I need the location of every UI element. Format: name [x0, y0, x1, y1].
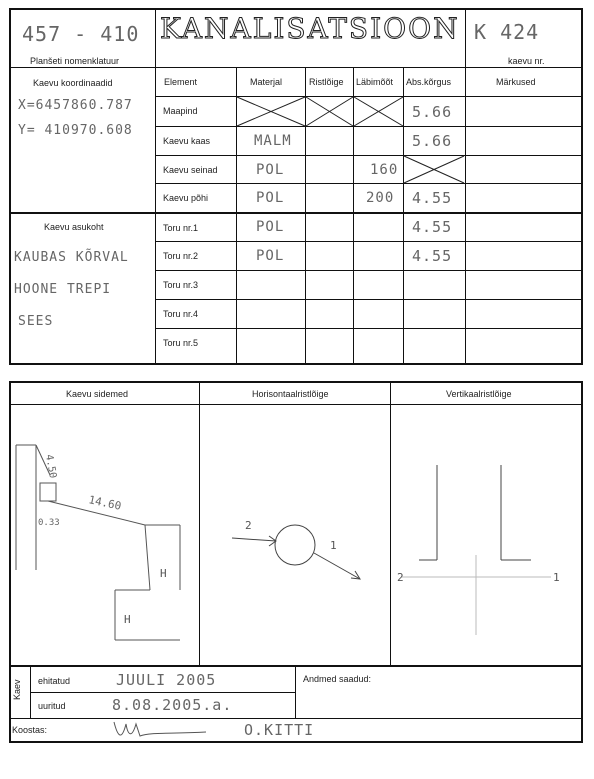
pipe-mark-2: 2	[245, 519, 252, 532]
coords-label: Kaevu koordinaadid	[33, 78, 113, 88]
col-header-notes: Märkused	[496, 77, 536, 87]
pipe-mark-right: 1	[553, 571, 560, 584]
col-header-element: Element	[164, 77, 198, 87]
col-header-cross-section: Ristlõige	[309, 77, 344, 87]
cell-material-bottom: POL	[256, 190, 285, 206]
compiled-value: O.KITTI	[244, 721, 315, 739]
row-label-pipe-5: Toru nr.5	[163, 338, 199, 348]
location-line-1: KAUBAS KÕRVAL	[14, 250, 129, 265]
cell-material-pipe-1: POL	[256, 219, 285, 235]
row-label-ground: Maapind	[163, 106, 198, 116]
building-mark-1: H	[160, 567, 167, 580]
row-label-walls: Kaevu seinad	[163, 165, 218, 175]
location-label: Kaevu asukoht	[44, 222, 104, 232]
horizontal-section-sketch	[200, 405, 390, 665]
tie-dim-2: 14.60	[87, 493, 123, 513]
vertical-section-label: Vertikaalristlõige	[446, 389, 512, 399]
data-received-label: Andmed saadud:	[303, 674, 372, 684]
pipe-mark-left: 2	[397, 571, 404, 584]
row-label-bottom: Kaevu põhi	[163, 193, 209, 203]
well-no-label: kaevu nr.	[508, 56, 545, 66]
col-header-material: Materjal	[250, 77, 283, 87]
building-mark-2: H	[124, 613, 131, 626]
built-value: JUULI 2005	[116, 671, 217, 689]
ties-label: Kaevu sidemed	[66, 389, 129, 399]
tie-dim-1: 4.50	[43, 453, 59, 480]
x-coordinate: X=6457860.787	[18, 98, 133, 113]
nomenclature-label: Planšeti nomenklatuur	[30, 56, 120, 66]
well-id: K 424	[474, 20, 540, 44]
row-label-lid: Kaevu kaas	[163, 136, 211, 146]
location-line-3: SEES	[18, 314, 54, 329]
surveyed-value: 8.08.2005.a.	[112, 696, 233, 714]
horizontal-section-label: Horisontaalristlõige	[252, 389, 329, 399]
cell-abs-bottom: 4.55	[412, 189, 453, 207]
cell-abs-pipe-2: 4.55	[412, 247, 453, 265]
ties-sketch	[10, 405, 199, 665]
cell-abs-pipe-1: 4.55	[412, 218, 453, 236]
cell-abs-lid: 5.66	[412, 132, 453, 150]
cell-material-lid: MALM	[254, 133, 292, 149]
cell-material-walls: POL	[256, 162, 285, 178]
compiled-label: Koostas:	[12, 725, 48, 735]
cell-abs-ground: 5.66	[412, 103, 453, 121]
row-label-pipe-4: Toru nr.4	[163, 309, 199, 319]
row-label-pipe-3: Toru nr.3	[163, 280, 199, 290]
vertical-section-sketch	[391, 405, 581, 665]
row-label-pipe-2: Toru nr.2	[163, 251, 199, 261]
location-line-2: HOONE TREPI	[14, 282, 112, 297]
pipe-mark-1: 1	[330, 539, 337, 552]
col-header-diameter: Läbimõõt	[356, 77, 394, 87]
row-label-pipe-1: Toru nr.1	[163, 223, 199, 233]
cell-material-pipe-2: POL	[256, 248, 285, 264]
col-header-abs-height: Abs.kõrgus	[406, 77, 452, 87]
y-coordinate: Y= 410970.608	[18, 123, 133, 138]
built-label: ehitatud	[38, 676, 71, 686]
page-title: KANALISATSIOON	[160, 12, 460, 45]
crossed-cells	[0, 0, 594, 364]
compiler-signature	[110, 718, 220, 742]
sheet-number: 457 - 410	[22, 22, 140, 46]
cell-diameter-bottom: 200	[366, 190, 395, 206]
surveyed-label: uuritud	[38, 701, 66, 711]
cell-diameter-walls: 160	[370, 162, 399, 178]
footer-side-label: Kaev	[12, 679, 22, 700]
tie-dim-3: 0.33	[38, 518, 60, 528]
